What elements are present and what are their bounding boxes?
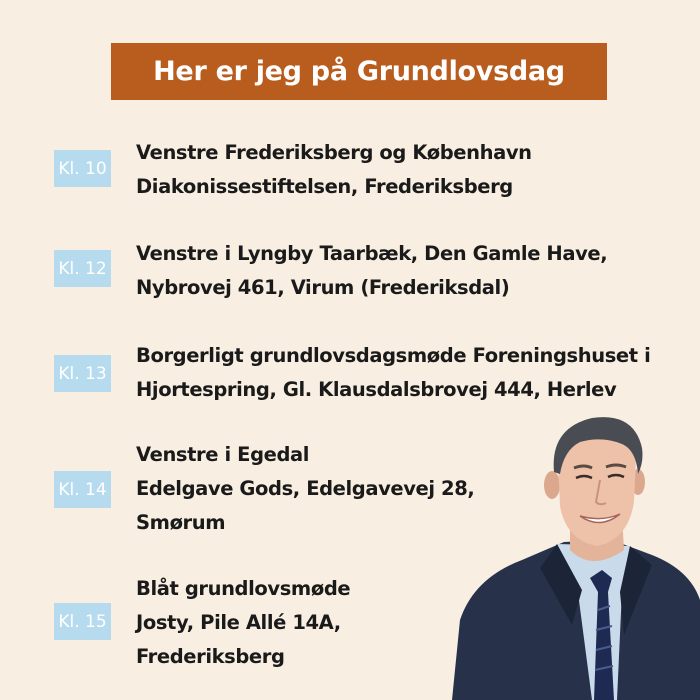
portrait-photo bbox=[452, 410, 700, 700]
event-4-line-2: Edelgave Gods, Edelgavevej 28, bbox=[136, 477, 475, 500]
event-5-line-1: Blåt grundlovsmøde bbox=[136, 577, 351, 600]
event-3 bbox=[136, 339, 650, 407]
portrait-illustration bbox=[452, 410, 700, 700]
event-1 bbox=[136, 136, 532, 204]
event-4 bbox=[136, 438, 474, 540]
event-3-line-2: Hjortespring, Gl. Klausdalsbrovej 444, Herlev bbox=[136, 378, 617, 401]
time-badge-5: Kl. 15 bbox=[54, 603, 111, 640]
event-2-line-1: Venstre i Lyngby Taarbæk, Den Gamle Have, bbox=[136, 242, 608, 265]
event-5 bbox=[136, 572, 350, 674]
title-banner bbox=[111, 43, 607, 100]
event-3-line-1: Borgerligt grundlovsdagsmøde Foreningshuset i bbox=[136, 344, 651, 367]
time-badge-4: Kl. 14 bbox=[54, 471, 111, 508]
page-title: Her er jeg på Grundlovsdag bbox=[153, 56, 565, 87]
event-1-line-2: Diakonissestiftelsen, Frederiksberg bbox=[136, 175, 513, 198]
event-2 bbox=[136, 237, 607, 305]
event-2-line-2: Nybrovej 461, Virum (Frederiksdal) bbox=[136, 276, 510, 299]
event-1-line-1: Venstre Frederiksberg og København bbox=[136, 141, 532, 164]
time-badge-2: Kl. 12 bbox=[54, 250, 111, 287]
event-5-line-3: Frederiksberg bbox=[136, 645, 285, 668]
event-5-line-2: Josty, Pile Allé 14A, bbox=[136, 611, 341, 634]
time-badge-3: Kl. 13 bbox=[54, 355, 111, 392]
event-4-line-3: Smørum bbox=[136, 511, 226, 534]
time-badge-1: Kl. 10 bbox=[54, 150, 111, 187]
event-4-line-1: Venstre i Egedal bbox=[136, 443, 310, 466]
